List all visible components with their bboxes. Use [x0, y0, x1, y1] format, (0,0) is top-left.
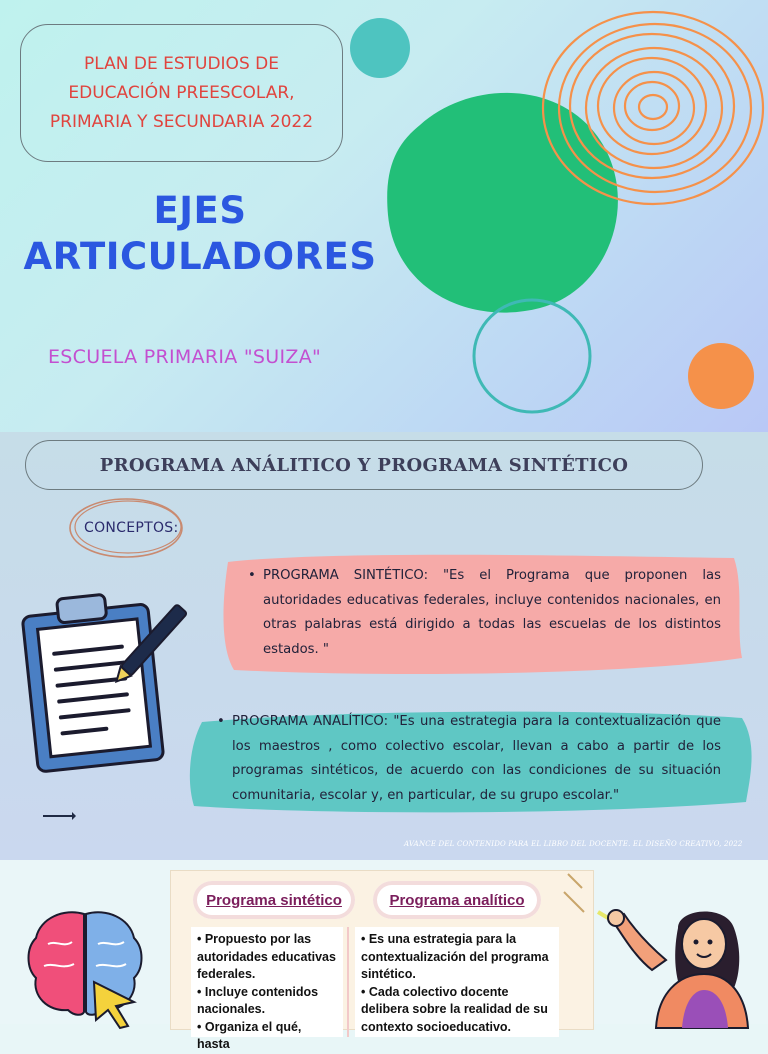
orange-dot-shape	[688, 343, 754, 409]
teal-ring-shape	[474, 300, 590, 412]
col-body-analitico	[355, 927, 559, 1037]
plan-line-2: EDUCACIÓN PREESCOLAR,	[68, 82, 295, 103]
list-item: • Es una estrategia para la contextualización del programa sintético.	[361, 932, 549, 981]
comparison-section	[0, 860, 768, 1051]
green-blob-shape	[387, 93, 618, 313]
girl-pointing-icon	[594, 904, 754, 1028]
list-item: • Cada colectivo docente delibera sobre la realidad de su contexto socioeducativo.	[361, 984, 548, 1034]
cover-section	[0, 0, 768, 432]
conceptos-badge	[66, 494, 188, 562]
col-head-sintetico: Programa sintético	[193, 881, 355, 919]
definition-sintetico-text: PROGRAMA SINTÉTICO: "Es el Programa que proponen las autoridades educativas federales, incluye contenidos nacionales, en otras palabras está dirigido a todas las escuelas de los distintos estados. "	[263, 568, 721, 657]
title-line-2: ARTICULADORES	[23, 235, 377, 278]
list-item: • Incluye contenidos nacionales.	[197, 984, 319, 1016]
comparison-table	[170, 870, 594, 1051]
bullet: •	[248, 568, 256, 583]
concepts-section	[0, 432, 768, 860]
program-heading-box	[25, 440, 703, 490]
plan-text	[50, 50, 313, 137]
conceptos-label: CONCEPTOS:	[84, 520, 179, 536]
definition-analitico-text: PROGRAMA ANALÍTICO: "Es una estrategia para la contextualización que los maestros , como colectivo escolar, llevan a cabo a partir de los programas sintéticos, de acuerdo con las condiciones de su situación comunitaria, escolar y, en particular, de su grupo escolar."	[232, 714, 721, 803]
list-item: • Organiza el qué, hasta	[197, 1019, 302, 1051]
col-head-analitico: Programa analítico	[373, 881, 541, 919]
arrow-right-icon	[42, 810, 76, 822]
list-item: • Propuesto por las autoridades educativas federales.	[197, 932, 336, 981]
column-divider	[347, 927, 349, 1037]
definition-analitico	[217, 710, 721, 808]
orange-spiral-shape	[543, 12, 763, 204]
clipboard-pen-icon	[22, 590, 178, 772]
teal-dot-shape	[350, 18, 410, 78]
brain-cursor-icon	[24, 904, 150, 1028]
program-heading: PROGRAMA ANÁLITICO Y PROGRAMA SINTÉTICO	[99, 454, 629, 476]
definition-sintetico	[248, 564, 721, 662]
school-name: ESCUELA PRIMARIA "SUIZA"	[48, 346, 322, 368]
main-title	[10, 188, 390, 280]
footnote-credit: AVANCE DEL CONTENIDO PARA EL LIBRO DEL DOCENTE. EL DISEÑO CREATIVO, 2022	[404, 840, 743, 848]
bullet: •	[217, 714, 225, 729]
plan-box	[20, 24, 343, 162]
title-line-1: EJES	[153, 189, 247, 232]
col-body-sintetico	[191, 927, 343, 1051]
plan-line-3: PRIMARIA Y SECUNDARIA 2022	[49, 111, 314, 132]
plan-line-1: PLAN DE ESTUDIOS DE	[84, 53, 279, 74]
